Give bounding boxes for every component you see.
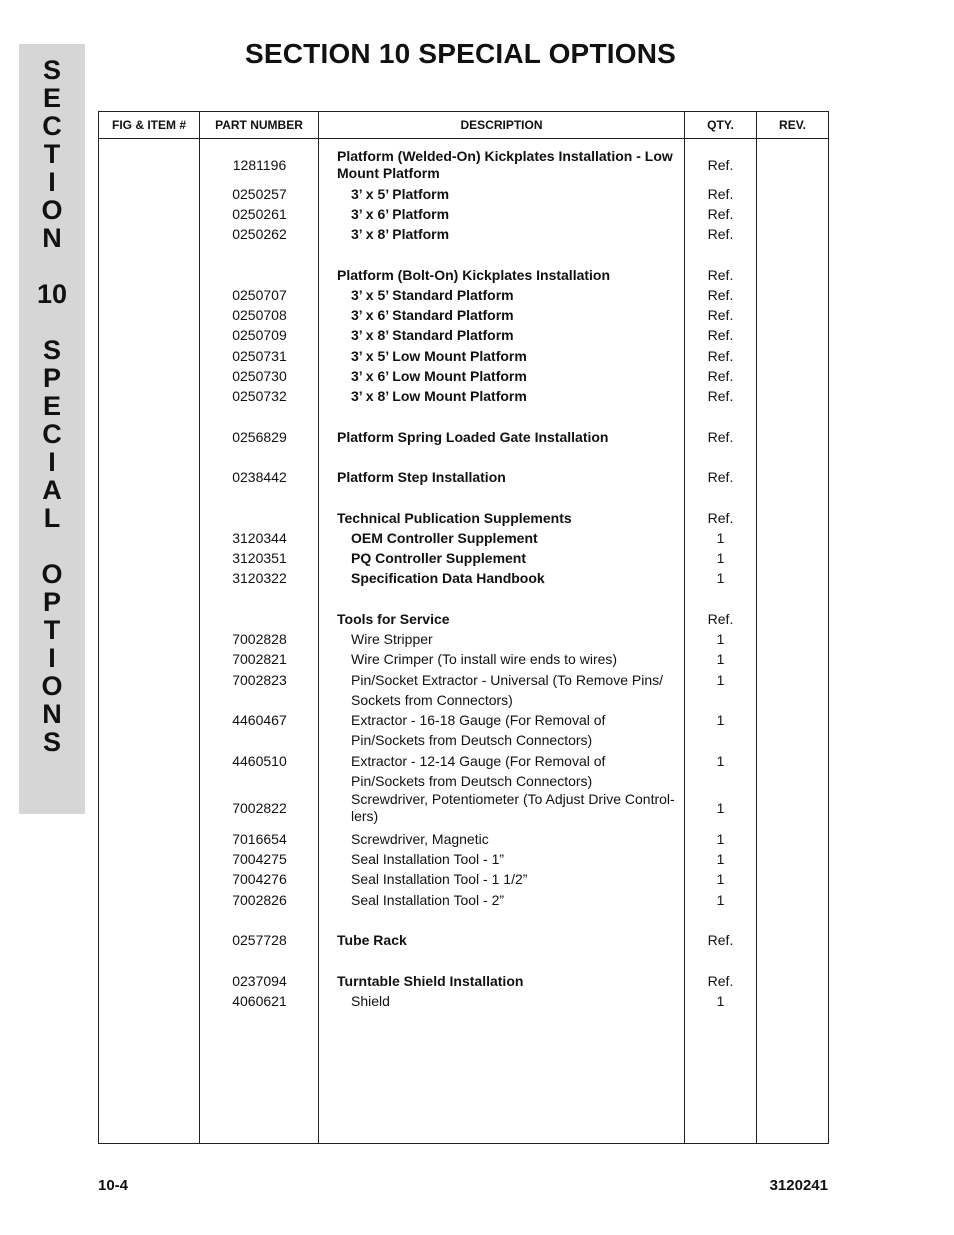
side-tab-letter: E xyxy=(42,83,61,113)
quantity: Ref. xyxy=(707,469,734,485)
side-tab-letter: I xyxy=(48,643,56,673)
part-description: Wire Crimper (To install wire ends to wires) xyxy=(351,651,618,667)
part-number: 0250708 xyxy=(232,307,287,323)
part-number: 4460467 xyxy=(232,712,287,728)
part-number: 7002821 xyxy=(232,651,287,667)
part-description: 3’ x 6’ Standard Platform xyxy=(351,307,514,323)
side-tab-letter: N xyxy=(42,223,62,253)
part-number: 0250709 xyxy=(232,327,287,343)
quantity: Ref. xyxy=(707,186,734,202)
part-description: Tube Rack xyxy=(337,932,407,948)
part-number: 3120351 xyxy=(232,550,287,566)
part-number: 4460510 xyxy=(232,753,287,769)
quantity: 1 xyxy=(716,993,725,1009)
side-tab-letter: C xyxy=(42,419,62,449)
quantity: Ref. xyxy=(707,429,734,445)
part-description: Turntable Shield Installation xyxy=(337,973,524,989)
part-number: 3120322 xyxy=(232,570,287,586)
side-tab-letter: T xyxy=(43,615,61,645)
page-number: 10-4 xyxy=(98,1177,129,1194)
quantity: 1 xyxy=(716,831,725,847)
side-tab-letter: A xyxy=(42,475,62,505)
part-description: Platform (Bolt-On) Kickplates Installation xyxy=(337,267,611,283)
quantity: 1 xyxy=(716,800,725,816)
quantity: 1 xyxy=(716,651,725,667)
side-tab-letter: N xyxy=(42,699,62,729)
part-description: 3’ x 5’ Platform xyxy=(351,186,450,202)
header-part-number: PART NUMBER xyxy=(215,118,303,132)
side-tab-letter: O xyxy=(41,195,63,225)
part-description: Screwdriver, Potentiometer (To Adjust Drive Control-lers) xyxy=(351,791,675,824)
header-fig-item: FIG & ITEM # xyxy=(111,118,186,132)
part-number: 3120344 xyxy=(232,530,287,546)
side-tab-letter: E xyxy=(42,391,61,421)
part-number: 0250732 xyxy=(232,388,287,404)
part-number: 7002826 xyxy=(232,892,287,908)
part-number: 7002823 xyxy=(232,672,287,688)
quantity: Ref. xyxy=(707,267,734,283)
side-tab-letter: I xyxy=(48,447,56,477)
part-number: 0250707 xyxy=(232,287,287,303)
part-number: 7016654 xyxy=(232,831,287,847)
side-tab-letter: S xyxy=(42,727,61,757)
quantity: 1 xyxy=(716,753,725,769)
quantity: Ref. xyxy=(707,388,734,404)
part-description: 3’ x 5’ Standard Platform xyxy=(351,287,514,303)
part-description: Extractor - 16-18 Gauge (For Removal of Pin/Sockets from Deutsch Connectors) xyxy=(351,712,606,748)
part-description: Shield xyxy=(351,993,390,1009)
part-number: 4060621 xyxy=(232,993,287,1009)
header-description: DESCRIPTION xyxy=(460,118,543,132)
part-number: 7004276 xyxy=(232,871,287,887)
side-tab-letter: I xyxy=(48,167,56,197)
quantity: Ref. xyxy=(707,287,734,303)
part-description: 3’ x 8’ Low Mount Platform xyxy=(351,388,527,404)
side-tab-letter: P xyxy=(42,363,61,393)
part-description: Platform Step Installation xyxy=(337,469,506,485)
part-number: 0256829 xyxy=(232,429,287,445)
part-description: Specification Data Handbook xyxy=(351,570,545,586)
quantity: Ref. xyxy=(707,327,734,343)
side-tab-letter: P xyxy=(42,587,61,617)
part-description: Extractor - 12-14 Gauge (For Removal of Pin/Sockets from Deutsch Connectors) xyxy=(351,753,606,789)
part-description: Tools for Service xyxy=(337,611,450,627)
section-side-tab xyxy=(19,44,85,814)
quantity: 1 xyxy=(716,712,725,728)
quantity: Ref. xyxy=(707,611,734,627)
quantity: 1 xyxy=(716,851,725,867)
part-description: Seal Installation Tool - 2” xyxy=(351,892,505,908)
quantity: 1 xyxy=(716,631,725,647)
side-tab-letter: 10 xyxy=(36,279,68,309)
header-rev: REV. xyxy=(779,118,806,132)
quantity: 1 xyxy=(716,530,725,546)
part-number: 0250730 xyxy=(232,368,287,384)
page-title: SECTION 10 SPECIAL OPTIONS xyxy=(245,38,676,69)
quantity: Ref. xyxy=(707,307,734,323)
part-description: 3’ x 5’ Low Mount Platform xyxy=(351,348,527,364)
header-qty: QTY. xyxy=(707,118,734,132)
part-description: Wire Stripper xyxy=(351,631,433,647)
part-number: 7002828 xyxy=(232,631,287,647)
quantity: 1 xyxy=(716,550,725,566)
quantity: Ref. xyxy=(707,932,734,948)
part-description: PQ Controller Supplement xyxy=(351,550,527,566)
quantity: Ref. xyxy=(707,368,734,384)
part-number: 7004275 xyxy=(232,851,287,867)
part-number: 7002822 xyxy=(232,800,287,816)
quantity: Ref. xyxy=(707,348,734,364)
quantity: Ref. xyxy=(707,510,734,526)
side-tab-letter: O xyxy=(41,559,63,589)
column-divider xyxy=(756,112,757,1143)
part-description: Platform Spring Loaded Gate Installation xyxy=(337,429,609,445)
quantity: Ref. xyxy=(707,206,734,222)
parts-table xyxy=(98,111,829,1144)
part-number: 0238442 xyxy=(232,469,287,485)
part-number: 0237094 xyxy=(232,973,287,989)
header-divider xyxy=(99,138,828,139)
side-tab-letter: O xyxy=(41,671,63,701)
part-description: 3’ x 6’ Low Mount Platform xyxy=(351,368,527,384)
quantity: Ref. xyxy=(707,226,734,242)
part-description: 3’ x 8’ Platform xyxy=(351,226,450,242)
quantity: Ref. xyxy=(707,973,734,989)
part-description: Pin/Socket Extractor - Universal (To Remove Pins/ Sockets from Connectors) xyxy=(351,672,663,708)
part-number: 0257728 xyxy=(232,932,287,948)
side-tab-letters xyxy=(19,56,85,756)
document-number: 3120241 xyxy=(769,1177,828,1194)
part-number: 1281196 xyxy=(232,157,287,173)
part-description: Technical Publication Supplements xyxy=(337,510,572,526)
part-number: 0250261 xyxy=(232,206,287,222)
part-number: 0250262 xyxy=(232,226,287,242)
part-description: Screwdriver, Magnetic xyxy=(351,831,489,847)
side-tab-letter: S xyxy=(42,335,61,365)
side-tab-letter: T xyxy=(43,139,61,169)
quantity: 1 xyxy=(716,570,725,586)
part-description: Seal Installation Tool - 1” xyxy=(351,851,505,867)
quantity: 1 xyxy=(716,672,725,688)
part-description: 3’ x 8’ Standard Platform xyxy=(351,327,514,343)
part-description: OEM Controller Supplement xyxy=(351,530,538,546)
part-number: 0250731 xyxy=(232,348,287,364)
quantity: 1 xyxy=(716,892,725,908)
side-tab-letter: C xyxy=(42,111,62,141)
side-tab-letter: L xyxy=(43,503,61,533)
part-description: 3’ x 6’ Platform xyxy=(351,206,450,222)
part-number: 0250257 xyxy=(232,186,287,202)
side-tab-letter: S xyxy=(42,55,61,85)
quantity: Ref. xyxy=(707,157,734,173)
part-description: Seal Installation Tool - 1 1/2” xyxy=(351,871,528,887)
part-description: Platform (Welded-On) Kickplates Installation - Low Mount Platform xyxy=(337,148,673,181)
quantity: 1 xyxy=(716,871,725,887)
